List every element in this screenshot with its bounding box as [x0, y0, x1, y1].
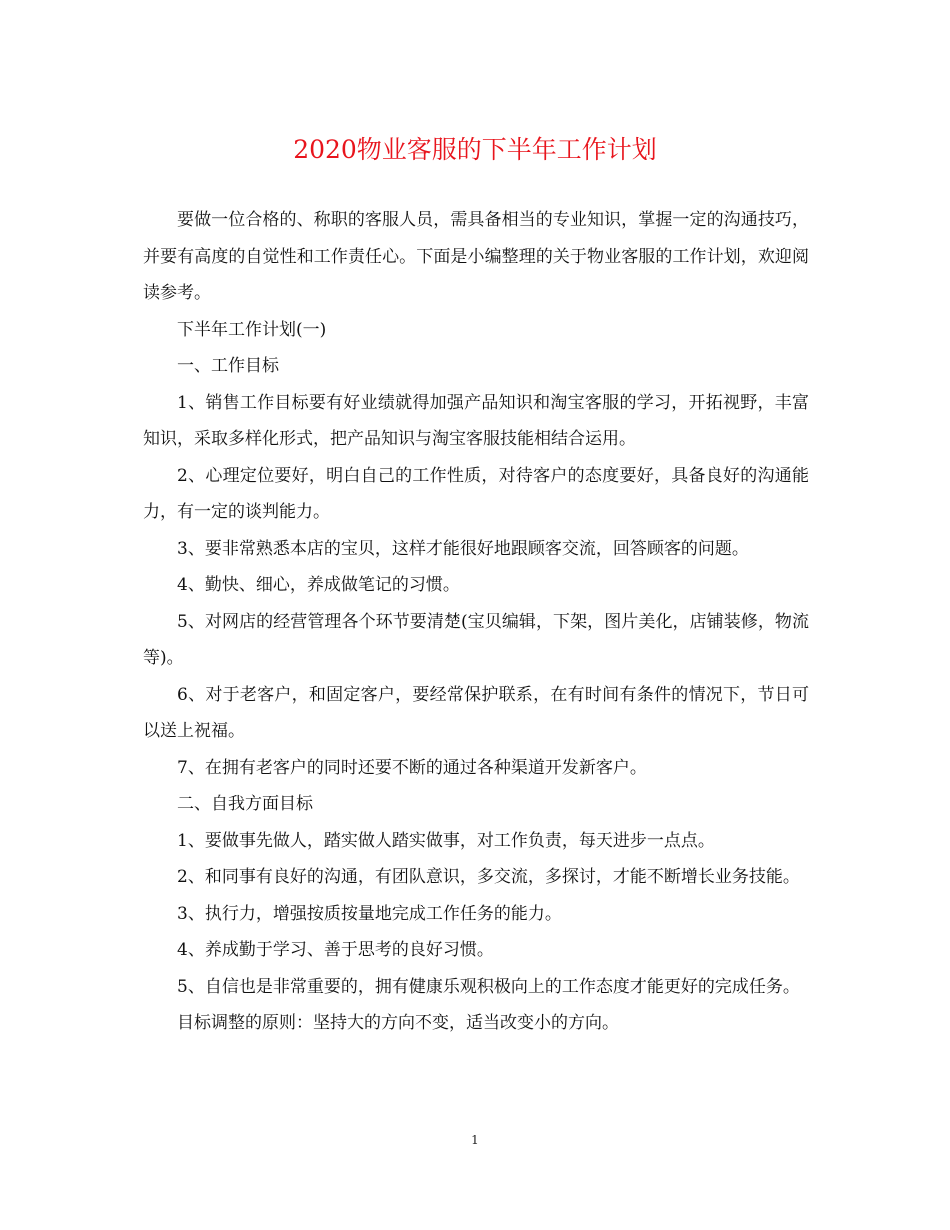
list-item: 3、要非常熟悉本店的宝贝，这样才能很好地跟顾客交流，回答顾客的问题。 — [177, 538, 749, 559]
list-item: 3、执行力，增强按质按量地完成工作任务的能力。 — [177, 903, 562, 924]
list-item: 2、心理定位要好，明白自己的工作性质，对待客户的态度要好，具备良好的沟通能力，有一定的谈判能力。 — [143, 465, 809, 522]
list-item: 5、自信也是非常重要的，拥有健康乐观积极向上的工作态度才能更好的完成任务。 — [177, 976, 800, 997]
section-heading-work-goals: 一、工作目标 — [177, 356, 279, 376]
list-item: 6、对于老客户，和固定客户，要经常保护联系，在有时间有条件的情况下，节日可以送上祝福。 — [143, 684, 809, 741]
list-item: 1、要做事先做人，踏实做人踏实做事，对工作负责，每天进步一点点。 — [177, 830, 715, 851]
section-heading-plan-one: 下半年工作计划(一) — [177, 319, 327, 340]
list-item: 7、在拥有老客户的同时还要不断的通过各种渠道开发新客户。 — [177, 757, 647, 778]
page-number: 1 — [471, 1133, 479, 1147]
document-body — [143, 202, 809, 1042]
list-item: 4、勤快、细心，养成做笔记的习惯。 — [177, 575, 460, 595]
document-title: 2020物业客服的下半年工作计划 — [293, 135, 657, 164]
list-item: 4、养成勤于学习、善于思考的良好习惯。 — [177, 940, 494, 960]
list-item: 5、对网店的经营管理各个环节要清楚(宝贝编辑，下架，图片美化，店铺装修，物流等)。 — [143, 611, 809, 668]
closing-paragraph: 目标调整的原则：坚持大的方向不变，适当改变小的方向。 — [177, 1013, 619, 1033]
intro-paragraph: 要做一位合格的、称职的客服人员，需具备相当的专业知识，掌握一定的沟通技巧，并要有高度的自觉性和工作责任心。下面是小编整理的关于物业客服的工作计划，欢迎阅读参考。 — [143, 210, 809, 303]
list-item: 2、和同事有良好的沟通，有团队意识，多交流，多探讨，才能不断增长业务技能。 — [177, 867, 800, 887]
section-heading-self-goals: 二、自我方面目标 — [177, 794, 313, 814]
list-item: 1、销售工作目标要有好业绩就得加强产品知识和淘宝客服的学习，开拓视野，丰富知识，采取多样化形式，把产品知识与淘宝客服技能相结合运用。 — [143, 392, 809, 449]
